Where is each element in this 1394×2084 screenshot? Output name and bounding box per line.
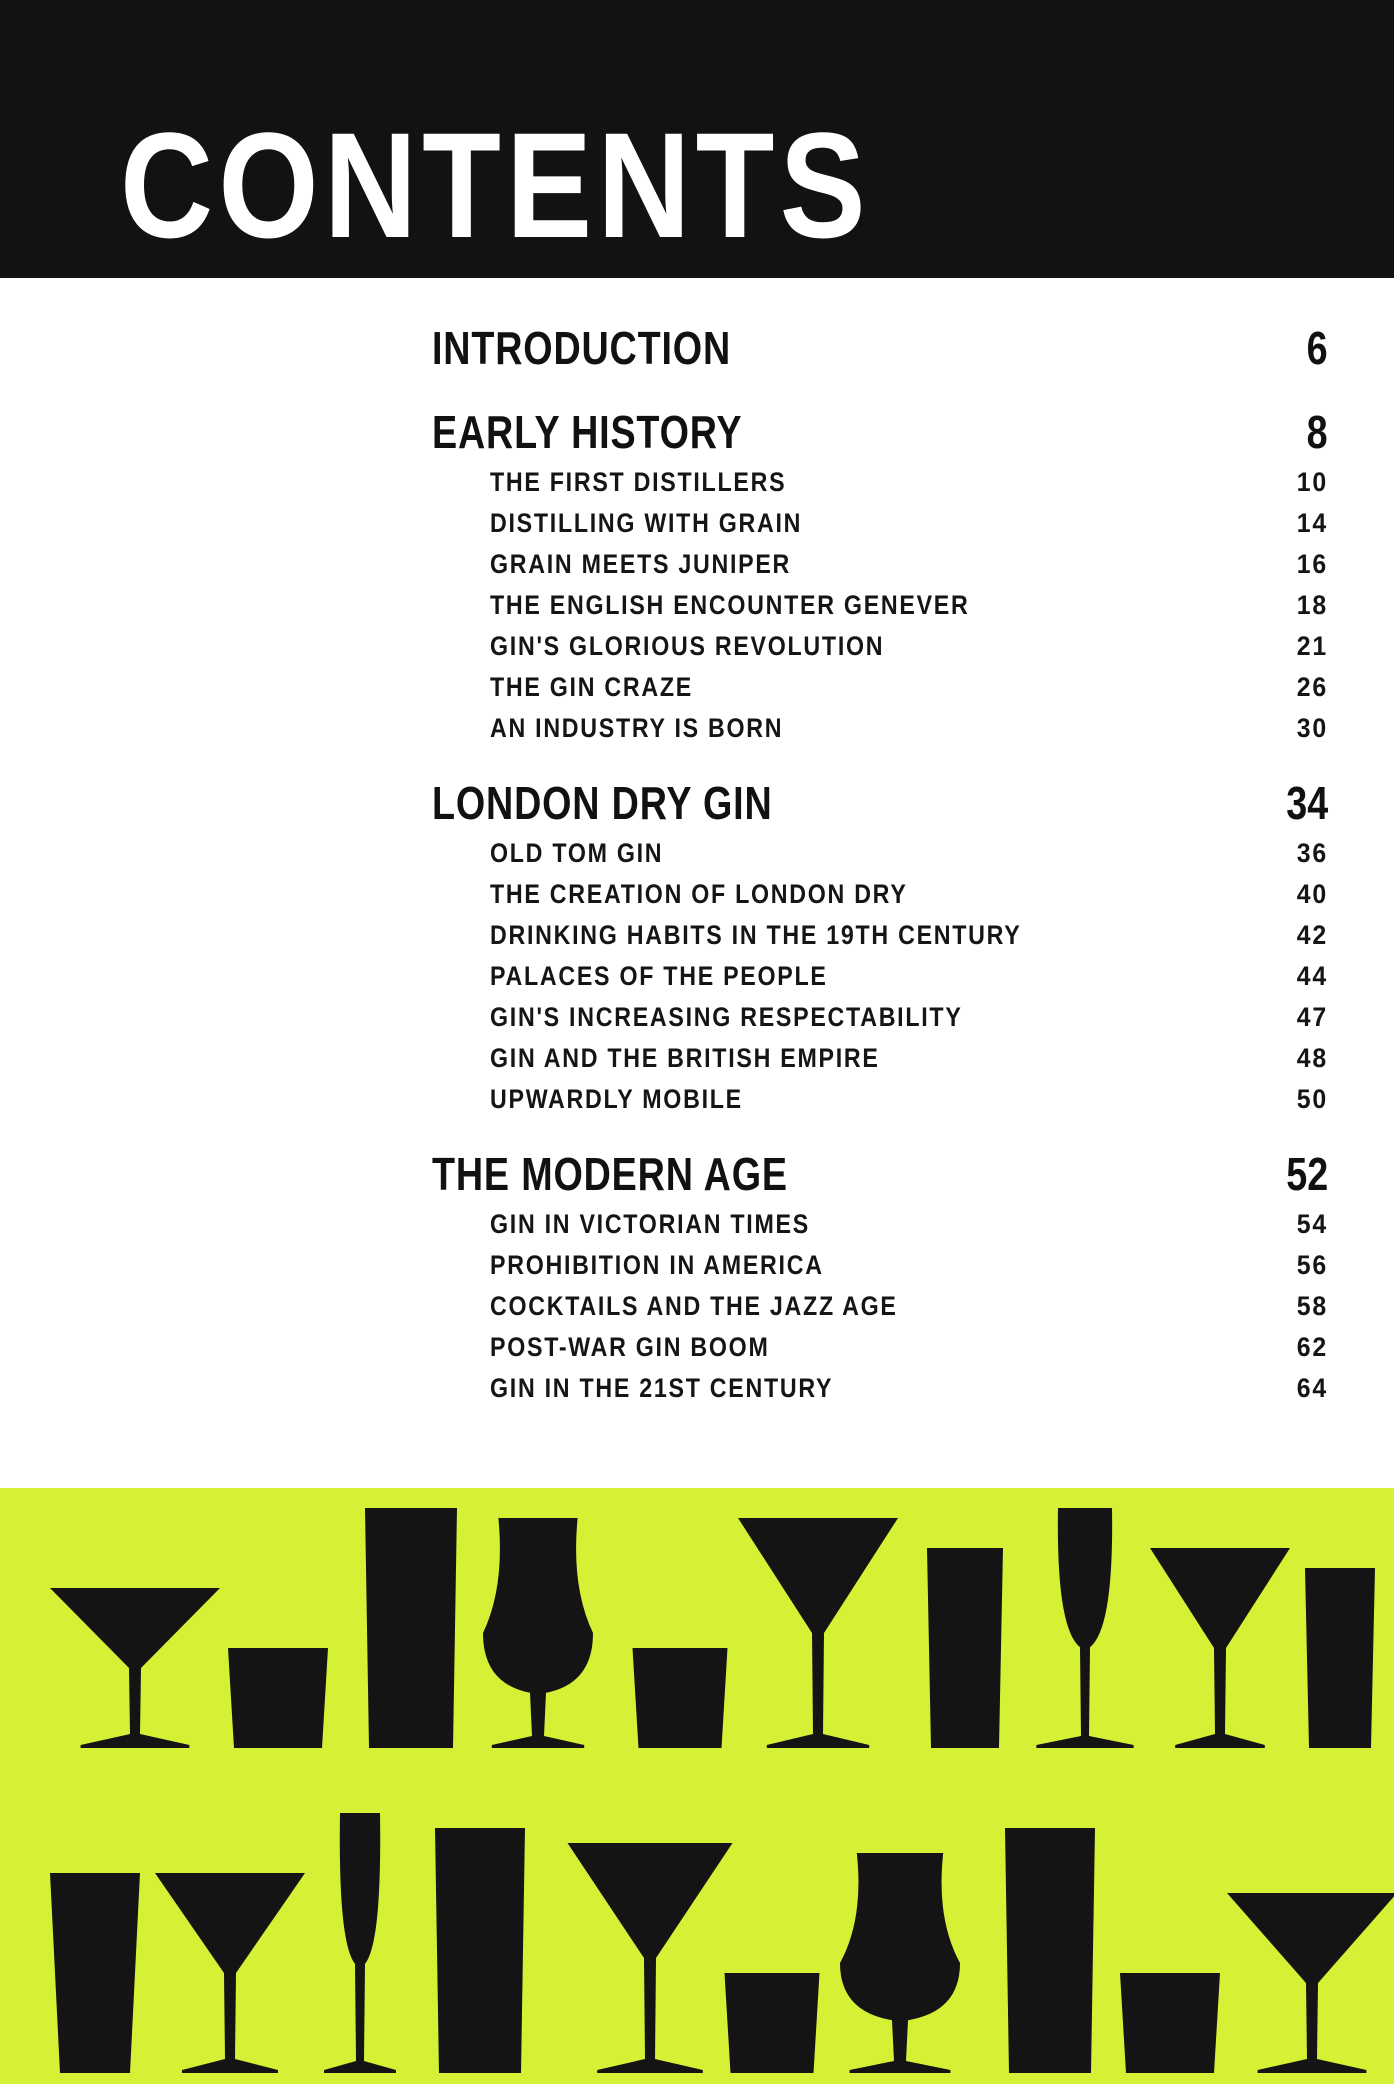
entry-title: PALACES OF THE PEOPLE <box>490 961 828 991</box>
entry-title: THE GIN CRAZE <box>490 672 693 702</box>
table-of-contents <box>432 318 1328 1433</box>
toc-entry[interactable] <box>432 626 1328 667</box>
toc-section <box>432 318 1328 378</box>
entry-title: DISTILLING WITH GRAIN <box>490 508 803 538</box>
highball-glass-icon <box>927 1548 1003 1748</box>
highball-glass-icon <box>365 1508 457 1748</box>
entry-page-number: 56 <box>1296 1250 1328 1280</box>
entry-title: GIN IN THE 21ST CENTURY <box>490 1373 834 1403</box>
toc-entry[interactable] <box>432 708 1328 749</box>
section-title: EARLY HISTORY <box>432 406 743 458</box>
tumbler-icon <box>1120 1973 1220 2073</box>
tumbler-icon <box>228 1648 328 1748</box>
header-bar <box>0 0 1394 278</box>
page-title: CONTENTS <box>120 101 871 269</box>
glassware-illustration <box>0 1488 1394 2084</box>
entry-title: GRAIN MEETS JUNIPER <box>490 549 792 579</box>
entry-page-number: 47 <box>1296 1002 1328 1032</box>
toc-entry[interactable] <box>432 956 1328 997</box>
toc-section-heading[interactable] <box>432 773 1328 833</box>
toc-entry[interactable] <box>432 1079 1328 1120</box>
entry-page-number: 26 <box>1296 672 1328 702</box>
entry-title: UPWARDLY MOBILE <box>490 1084 743 1114</box>
entry-page-number: 30 <box>1296 713 1328 743</box>
entry-page-number: 48 <box>1296 1043 1328 1073</box>
toc-entry[interactable] <box>432 1038 1328 1079</box>
entry-title: GIN IN VICTORIAN TIMES <box>490 1209 810 1239</box>
entry-title: DRINKING HABITS IN THE 19TH CENTURY <box>490 920 1022 950</box>
entry-title: POST-WAR GIN BOOM <box>490 1332 770 1362</box>
entry-title: THE CREATION OF LONDON DRY <box>490 879 908 909</box>
toc-entry[interactable] <box>432 1327 1328 1368</box>
toc-section <box>432 773 1328 1120</box>
toc-entry[interactable] <box>432 1286 1328 1327</box>
toc-section-heading[interactable] <box>432 318 1328 378</box>
entry-page-number: 10 <box>1296 467 1328 497</box>
highball-glass-icon <box>1305 1568 1375 1748</box>
toc-entry[interactable] <box>432 1368 1328 1409</box>
entry-page-number: 62 <box>1296 1332 1328 1362</box>
highball-glass-icon <box>1005 1828 1095 2073</box>
section-page-number: 34 <box>1286 777 1328 829</box>
entry-page-number: 64 <box>1296 1373 1328 1403</box>
section-title: THE MODERN AGE <box>432 1148 788 1200</box>
section-page-number: 52 <box>1286 1148 1328 1200</box>
entry-page-number: 14 <box>1296 508 1328 538</box>
entry-page-number: 50 <box>1296 1084 1328 1114</box>
entry-page-number: 42 <box>1296 920 1328 950</box>
glassware-band <box>0 1488 1394 2084</box>
tumbler-icon <box>633 1648 728 1748</box>
entry-page-number: 44 <box>1296 961 1328 991</box>
entry-page-number: 36 <box>1296 838 1328 868</box>
toc-entry[interactable] <box>432 544 1328 585</box>
entry-title: AN INDUSTRY IS BORN <box>490 713 784 743</box>
entry-title: GIN'S INCREASING RESPECTABILITY <box>490 1002 963 1032</box>
toc-entry[interactable] <box>432 503 1328 544</box>
toc-entry[interactable] <box>432 874 1328 915</box>
section-page-number: 8 <box>1307 406 1328 458</box>
entry-title: THE FIRST DISTILLERS <box>490 467 787 497</box>
entry-page-number: 40 <box>1296 879 1328 909</box>
tumbler-icon <box>725 1973 820 2073</box>
entry-title: GIN'S GLORIOUS REVOLUTION <box>490 631 885 661</box>
entry-title: THE ENGLISH ENCOUNTER GENEVER <box>490 590 970 620</box>
toc-entry[interactable] <box>432 833 1328 874</box>
entry-page-number: 54 <box>1296 1209 1328 1239</box>
entry-title: OLD TOM GIN <box>490 838 664 868</box>
entry-page-number: 21 <box>1296 631 1328 661</box>
toc-entry[interactable] <box>432 915 1328 956</box>
toc-section-heading[interactable] <box>432 1144 1328 1204</box>
toc-entry[interactable] <box>432 1245 1328 1286</box>
toc-entry[interactable] <box>432 585 1328 626</box>
toc-entry[interactable] <box>432 667 1328 708</box>
highball-glass-icon <box>435 1828 525 2073</box>
section-title: LONDON DRY GIN <box>432 777 773 829</box>
entry-title: GIN AND THE BRITISH EMPIRE <box>490 1043 880 1073</box>
toc-section <box>432 402 1328 749</box>
section-page-number: 6 <box>1307 322 1328 374</box>
section-title: INTRODUCTION <box>432 322 732 374</box>
entry-page-number: 16 <box>1296 549 1328 579</box>
entry-page-number: 18 <box>1296 590 1328 620</box>
toc-entry[interactable] <box>432 997 1328 1038</box>
entry-page-number: 58 <box>1296 1291 1328 1321</box>
entry-title: COCKTAILS AND THE JAZZ AGE <box>490 1291 898 1321</box>
entry-title: PROHIBITION IN AMERICA <box>490 1250 824 1280</box>
pint-glass-icon <box>50 1873 140 2073</box>
toc-section-heading[interactable] <box>432 402 1328 462</box>
toc-entry[interactable] <box>432 1204 1328 1245</box>
toc-section <box>432 1144 1328 1409</box>
toc-entry[interactable] <box>432 462 1328 503</box>
